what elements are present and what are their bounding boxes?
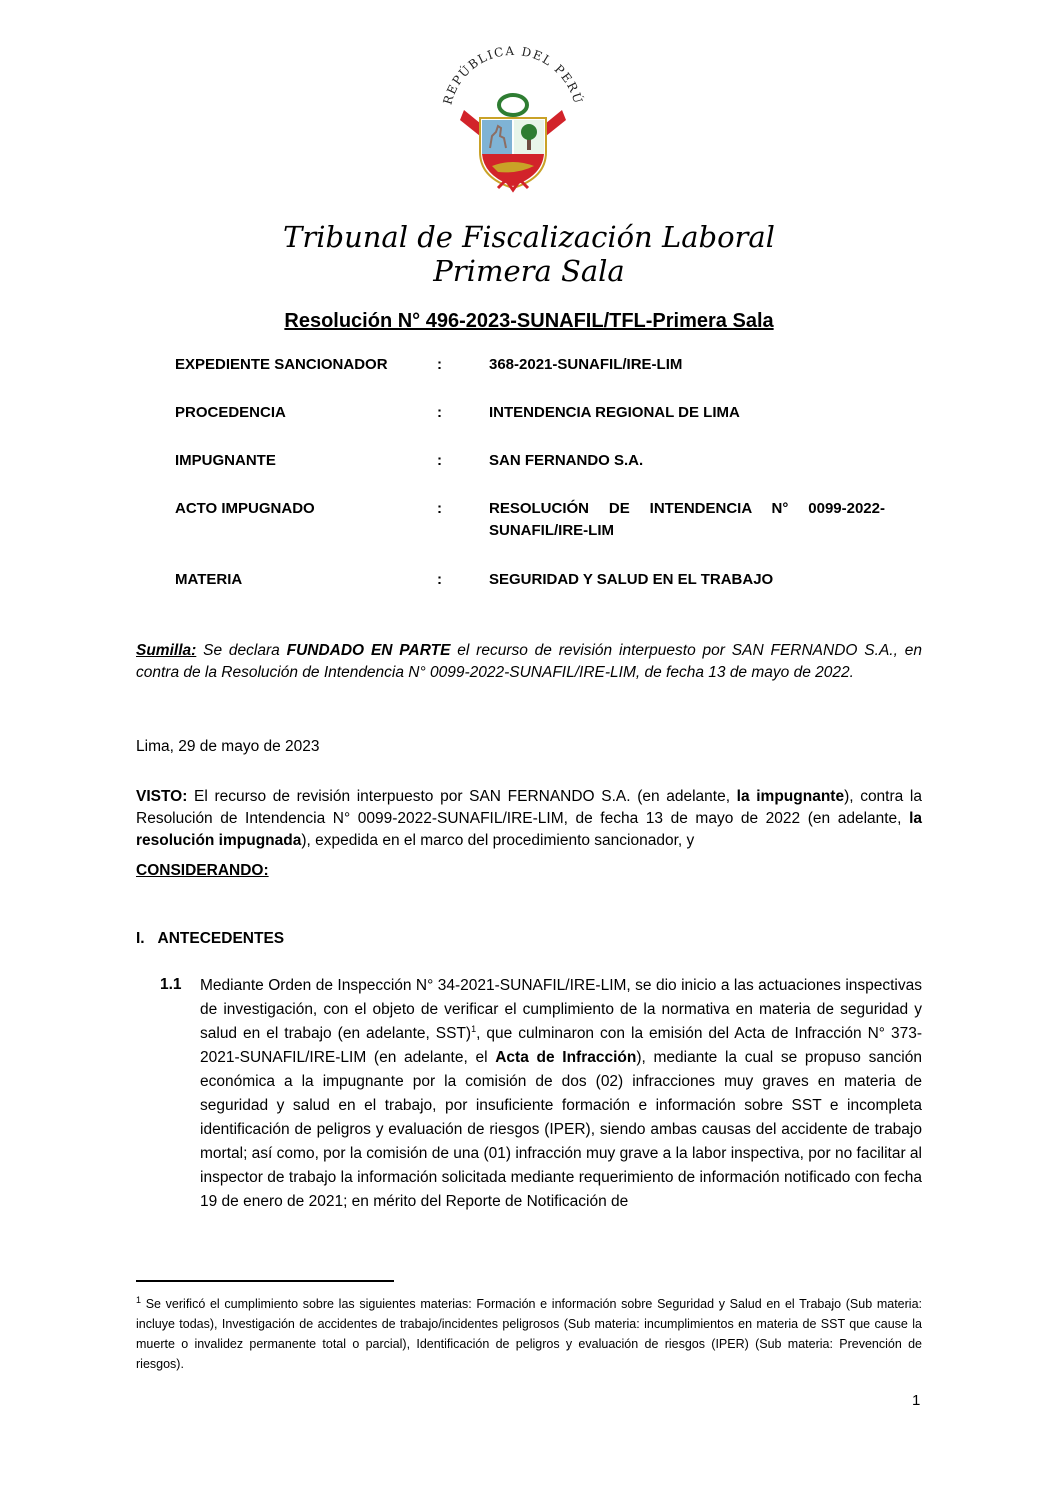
date-line: Lima, 29 de mayo de 2023 [136,738,320,755]
meta-label-impugnante: IMPUGNANTE [175,452,276,469]
meta-value-materia: SEGURIDAD Y SALUD EN EL TRABAJO [489,571,774,588]
meta-value-acto-impugnado: RESOLUCIÓN DE INTENDENCIA N° 0099-2022-SUNAFIL/IRE-LIM [489,500,885,539]
summary-label: Sumilla: [136,642,197,659]
meta-value-procedencia: INTENDENCIA REGIONAL DE LIMA [489,404,740,421]
footnote-reference[interactable]: 1 [471,1023,477,1034]
section-heading [136,930,284,948]
meta-colon: : [437,356,442,373]
visto-text: ), expedida en el marco del procedimiento sancionador, y [301,832,695,849]
meta-colon: : [437,500,442,517]
meta-label-acto-impugnado: ACTO IMPUGNADO [175,500,315,517]
summary-verdict: FUNDADO EN PARTE [286,642,451,659]
considerando-heading: CONSIDERANDO: [136,862,269,879]
section-title: ANTECEDENTES [157,930,285,947]
meta-label-expediente: EXPEDIENTE SANCIONADOR [175,356,388,373]
visto-paragraph [136,786,922,852]
summary-text: Se declara [196,642,287,659]
footnote [136,1294,922,1374]
summary-text: el recurso de revisión interpuesto por SAN FERNANDO S.A., en contra de la Resolución de Intendencia N° 0099-2022-SUNAFIL/IRE-LIM, de fecha 13 de mayo de 2022. [136,642,922,681]
item-text: , que culminaron con la emisión del Acta de Infracción N° 373-2021-SUNAFIL/IRE-LIM (en adelante, el [200,1025,923,1066]
seal-arc-text: REPÚBLICA DEL PERÚ [440,43,586,107]
section-number: I. [136,930,145,947]
tribunal-name: Tribunal de Fiscalización Laboral [283,220,775,254]
resolution-title: Resolución N° 496-2023-SUNAFIL/TFL-Primera Sala [284,310,774,332]
chamber-name: Primera Sala [433,254,625,288]
item-number: 1.1 [160,976,182,993]
page-number: 1 [912,1392,921,1409]
item-text: ), mediante la cual se propuso sanción económica a la impugnante por la comisión de dos (02) infracciones muy graves en materia de seguridad y salud en el trabajo, por insuficiente formación e información sobre SST e incompleta identificación de peligros y evaluación de riesgos (IPER), siendo ambas causas del accidente de trabajo mortal; así como, por la comisión de una (01) infracción muy grave a la labor inspectiva, por no facilitar al inspector de trabajo la información solicitada mediante requerimiento de información notificado con fecha 19 de enero de 2021; en mérito del Reporte de Notificación de [200,1049,922,1210]
footnote-text: Se verificó el cumplimiento sobre las siguientes materias: Formación e información sobre Seguridad y Salud en el Trabajo (Sub materia: incluye todas), Investigación de accidentes de trabajo/incidentes peligrosos (Sub materia: incumplimientos en materia de SST que cause la muerte o invalidez permanente total o parcial), Identificación de peligros y evaluación de riesgos (IPER) (Sub materia: Prevención de riesgos). [136,1297,922,1371]
visto-label: VISTO: [136,788,188,805]
visto-text: El recurso de revisión interpuesto por SAN FERNANDO S.A. (en adelante, [187,788,737,805]
meta-value-expediente: 368-2021-SUNAFIL/IRE-LIM [489,356,683,373]
meta-value-impugnante: SAN FERNANDO S.A. [489,452,644,469]
visto-text: ), contra la Resolución de Intendencia N° 0099-2022-SUNAFIL/IRE-LIM, de fecha 13 de mayo de 2022 (en adelante, [136,788,922,827]
item-bold: Acta de Infracción [495,1049,637,1066]
visto-bold: la resolución impugnada [136,810,922,849]
visto-bold: la impugnante [736,788,845,805]
item-text: Mediante Orden de Inspección N° 34-2021-SUNAFIL/IRE-LIM, se dio inicio a las actuaciones inspectivas de investigación, con el objeto de verificar el cumplimiento de la normativa en materia de seguridad y salud en el trabajo (en adelante, SST) [200,977,922,1042]
coat-of-arms-seal [428,40,598,195]
meta-label-materia: MATERIA [175,571,243,588]
summary-paragraph [136,640,922,684]
meta-label-procedencia: PROCEDENCIA [175,404,286,421]
meta-colon: : [437,452,442,469]
footnote-marker: 1 [136,1294,142,1305]
meta-colon: : [437,404,442,421]
item-paragraph [200,974,922,1214]
meta-colon: : [437,571,442,588]
footnote-separator [136,1280,394,1282]
